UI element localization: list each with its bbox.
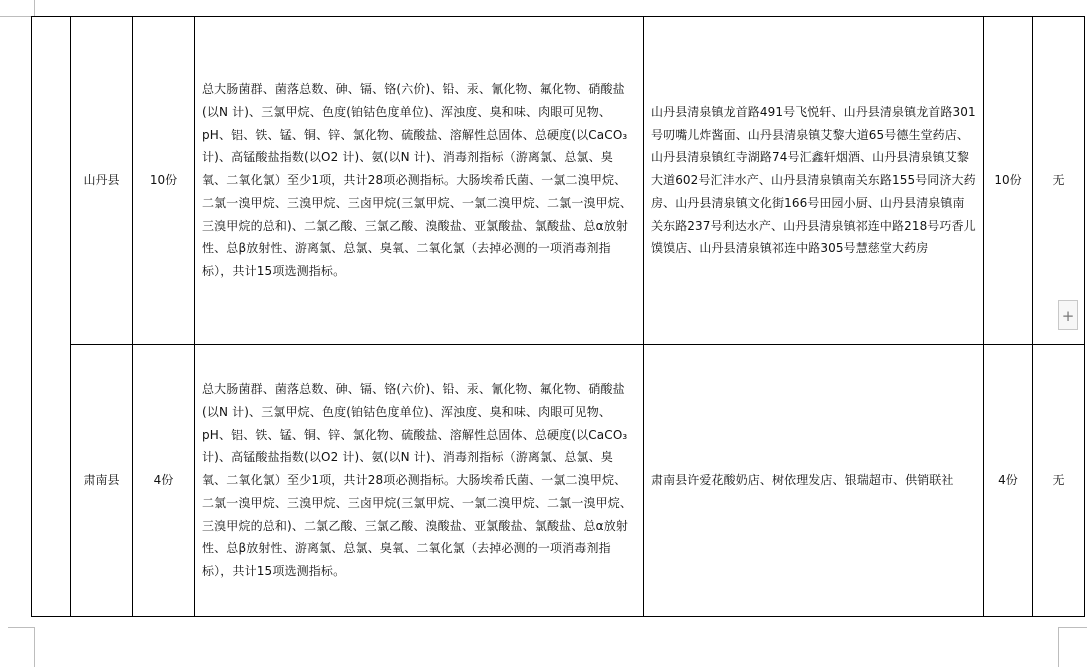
sample-count-cell: 10份 — [133, 17, 195, 345]
sampling-sites-cell: 山丹县清泉镇龙首路491号飞悦轩、山丹县清泉镇龙首路301号叨嘴儿炸酱面、山丹县清泉镇艾黎大道65号德生堂药店、山丹县清泉镇红寺湖路74号汇鑫轩烟酒、山丹县清泉镇艾黎大道602号汇沣水产、山丹县清泉镇南关东路155号同济大药房、山丹县清泉镇文化街166号田园小厨、山丹县清泉镇南关东路237号利达水产、山丹县清泉镇祁连中路218号巧香儿馍馍店、山丹县清泉镇祁连中路305号慧慈堂大药房 — [644, 17, 984, 345]
crop-mark — [0, 16, 34, 17]
remark-cell: 无 — [1033, 345, 1085, 617]
remark-cell: 无 — [1033, 17, 1085, 345]
test-items-cell: 总大肠菌群、菌落总数、砷、镉、铬(六价)、铅、汞、氰化物、氟化物、硝酸盐(以N 计)、三氯甲烷、色度(铂钴色度单位)、浑浊度、臭和味、肉眼可见物、pH、铝、铁、锰、铜、锌、氯化物、硫酸盐、溶解性总固体、总硬度(以CaCO₃ 计)、高锰酸盐指数(以O2 计)、氨(以N 计)、消毒剂指标（游离氯、总氯、臭氧、二氧化氯）至少1项，共计28项必测指标。大肠埃希氏菌、一氯二溴甲烷、二氯一溴甲烷、三溴甲烷、三卤甲烷(三氯甲烷、一氯二溴甲烷、二氯一溴甲烷、三溴甲烷的总和)、二氯乙酸、三氯乙酸、溴酸盐、亚氯酸盐、氯酸盐、总α放射性、总β放射性、游离氯、总氯、臭氧、二氧化氯（去掉必测的一项消毒剂指标），共计15项选测指标。 — [195, 345, 644, 617]
crop-mark — [8, 627, 34, 628]
crop-mark — [1058, 627, 1087, 628]
tested-count-cell: 4份 — [984, 345, 1033, 617]
test-items-cell: 总大肠菌群、菌落总数、砷、镉、铬(六价)、铅、汞、氰化物、氟化物、硝酸盐(以N 计)、三氯甲烷、色度(铂钴色度单位)、浑浊度、臭和味、肉眼可见物、pH、铝、铁、锰、铜、锌、氯化物、硫酸盐、溶解性总固体、总硬度(以CaCO₃ 计)、高锰酸盐指数(以O2 计)、氨(以N 计)、消毒剂指标（游离氯、总氯、臭氧、二氧化氯）至少1项，共计28项必测指标。大肠埃希氏菌、一氯二溴甲烷、二氯一溴甲烷、三溴甲烷、三卤甲烷(三氯甲烷、一氯二溴甲烷、二氯一溴甲烷、三溴甲烷的总和)、二氯乙酸、三氯乙酸、溴酸盐、亚氯酸盐、氯酸盐、总α放射性、总β放射性、游离氯、总氯、臭氧、二氧化氯（去掉必测的一项消毒剂指标），共计15项选测指标。 — [195, 17, 644, 345]
crop-mark — [1058, 627, 1059, 667]
add-row-button[interactable] — [1058, 300, 1078, 330]
county-cell: 肃南县 — [71, 345, 133, 617]
table-row — [32, 17, 1085, 345]
sampling-sites-cell: 肃南县许爱花酸奶店、树依理发店、银瑞超市、供销联社 — [644, 345, 984, 617]
county-cell: 山丹县 — [71, 17, 133, 345]
index-cell — [32, 17, 71, 617]
table-row — [32, 345, 1085, 617]
plus-icon: + — [1061, 307, 1075, 325]
tested-count-cell: 10份 — [984, 17, 1033, 345]
crop-mark — [34, 627, 35, 667]
sample-count-cell: 4份 — [133, 345, 195, 617]
sampling-table — [31, 16, 1085, 617]
crop-mark — [34, 0, 35, 16]
